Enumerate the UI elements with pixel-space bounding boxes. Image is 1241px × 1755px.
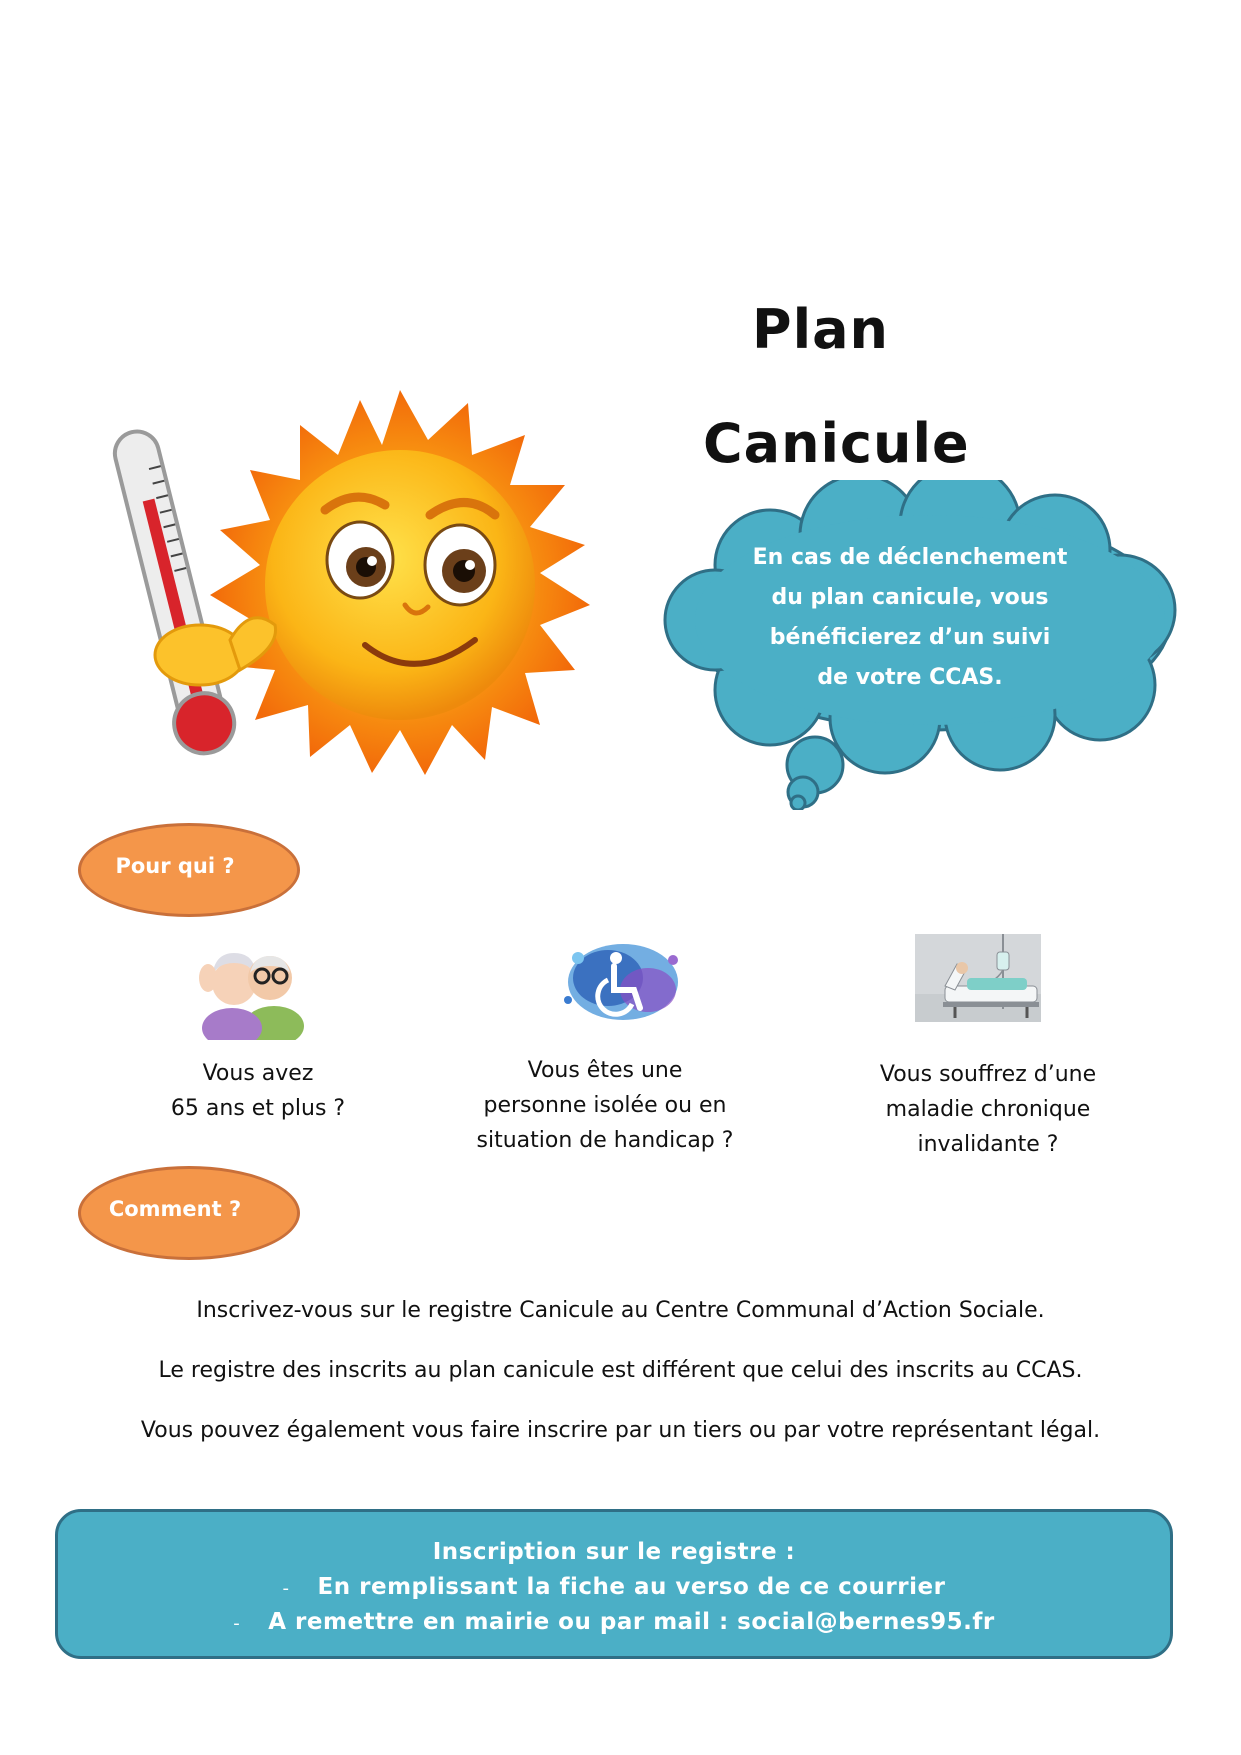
registration-item-text: A remettre en mairie ou par mail : social@bernes95.fr: [268, 1609, 995, 1635]
registration-item: [58, 1574, 1170, 1600]
cloud-line: En cas de déclenchement: [752, 545, 1068, 570]
category-line: personne isolée ou en: [483, 1093, 727, 1118]
category-line: invalidante ?: [917, 1132, 1059, 1157]
category-line: maladie chronique: [885, 1097, 1091, 1122]
registration-box: [55, 1509, 1173, 1659]
bullet-dash: -: [282, 1578, 290, 1599]
section-label-how: [78, 1166, 300, 1260]
elderly-couple-icon: [194, 938, 306, 1040]
category-chronic: [848, 1057, 1128, 1162]
section-label-text: Comment ?: [108, 1197, 242, 1221]
category-line: Vous souffrez d’une: [879, 1062, 1097, 1087]
category-line: 65 ans et plus ?: [170, 1096, 346, 1121]
category-line: Vous êtes une: [527, 1058, 683, 1083]
cloud-line: de votre CCAS.: [817, 665, 1003, 690]
category-line: Vous avez: [202, 1061, 314, 1086]
section-label-for-whom: [78, 823, 300, 917]
cloud-message: [700, 538, 1120, 698]
category-handicap: [455, 1053, 755, 1158]
paragraph: Le registre des inscrits au plan canicule est différent que celui des inscrits au CCAS.: [158, 1358, 1083, 1383]
registration-item: [58, 1609, 1170, 1635]
registration-heading: Inscription sur le registre :: [432, 1539, 796, 1565]
title-canicule: Canicule: [703, 412, 970, 475]
category-line: situation de handicap ?: [476, 1128, 734, 1153]
registration-item-text: En remplissant la fiche au verso de ce courrier: [317, 1574, 946, 1600]
section-label-text: Pour qui ?: [115, 854, 235, 878]
title-plan: Plan: [752, 298, 889, 361]
category-age: [128, 1056, 388, 1126]
bullet-dash: -: [233, 1613, 241, 1634]
paragraph: Vous pouvez également vous faire inscrire par un tiers ou par votre représentant légal.: [140, 1418, 1101, 1443]
cloud-line: bénéficierez d’un suivi: [769, 625, 1051, 650]
hospital-bed-icon: [915, 934, 1041, 1022]
cloud-line: du plan canicule, vous: [771, 585, 1049, 610]
paragraph: Inscrivez-vous sur le registre Canicule au Centre Communal d’Action Sociale.: [196, 1298, 1045, 1323]
wheelchair-icon: [548, 930, 698, 1035]
sun-thermometer-icon: [100, 385, 630, 785]
